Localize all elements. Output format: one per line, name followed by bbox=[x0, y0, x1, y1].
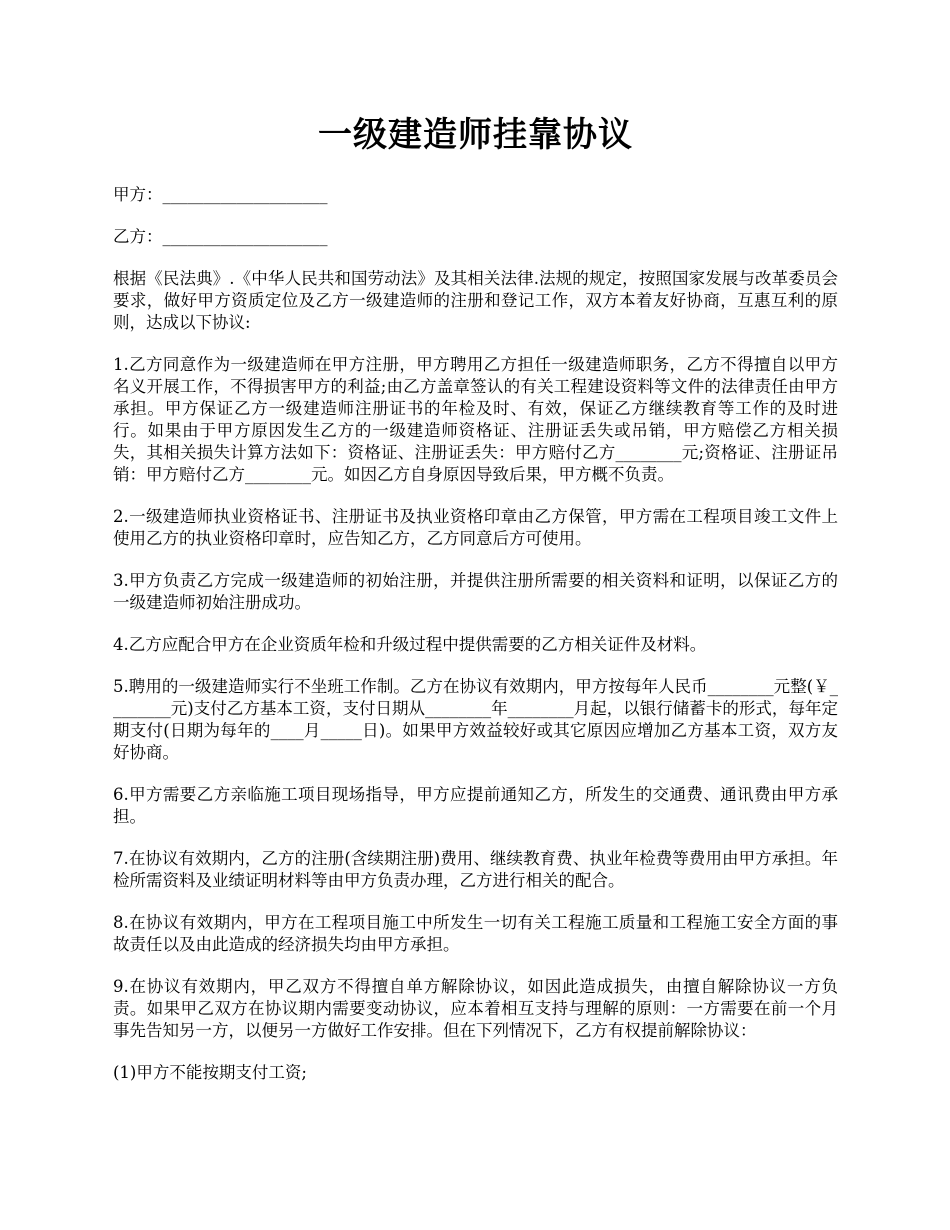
intro-paragraph: 根据《民法典》.《中华人民共和国劳动法》及其相关法律.法规的规定，按照国家发展与改革委员会要求，做好甲方资质定位及乙方一级建造师的注册和登记工作，双方本着友好协商，互惠互利的原则，达成以下协议: bbox=[113, 269, 838, 332]
clause-5: 5.聘用的一级建造师实行不坐班工作制。乙方在协议有效期内，甲方按每年人民币________元整(￥________元)支付乙方基本工资，支付日期从________年________月起，以银行储蓄卡的形式，每年定期支付(日期为每年的____月_____日)。如果甲方效益较好或其它原因应增加乙方基本工资，双方友好协商。 bbox=[113, 677, 838, 762]
clause-9-item-1: (1)甲方不能按期支付工资; bbox=[113, 1063, 307, 1082]
clause-6: 6.甲方需要乙方亲临施工项目现场指导，甲方应提前通知乙方，所发生的交通费、通讯费由甲方承担。 bbox=[113, 785, 838, 826]
clause-2: 2.一级建造师执业资格证书、注册证书及执业资格印章由乙方保管，甲方需在工程项目竣工文件上使用乙方的执业资格印章时，应告知乙方，乙方同意后方可使用。 bbox=[113, 507, 838, 548]
clause-7: 7.在协议有效期内，乙方的注册(含续期注册)费用、继续教育费、执业年检费等费用由甲方承担。年检所需资料及业绩证明材料等由甲方负责办理，乙方进行相关的配合。 bbox=[113, 849, 838, 890]
clause-8: 8.在协议有效期内，甲方在工程项目施工中所发生一切有关工程施工质量和工程施工安全方面的事故责任以及由此造成的经济损失均由甲方承担。 bbox=[113, 913, 838, 954]
clause-4: 4.乙方应配合甲方在企业资质年检和升级过程中提供需要的乙方相关证件及材料。 bbox=[113, 635, 707, 654]
clause-3: 3.甲方负责乙方完成一级建造师的初始注册，并提供注册所需要的相关资料和证明，以保证乙方的一级建造师初始注册成功。 bbox=[113, 571, 838, 612]
party-a-field: 甲方：____________________ bbox=[113, 185, 328, 204]
document-title: 一级建造师挂靠协议 bbox=[318, 115, 633, 155]
clause-1: 1.乙方同意作为一级建造师在甲方注册，甲方聘用乙方担任一级建造师职务，乙方不得擅自以甲方名义开展工作，不得损害甲方的利益;由乙方盖章签认的有关工程建设资料等文件的法律责任由甲方承担。甲方保证乙方一级建造师注册证书的年检及时、有效，保证乙方继续教育等工作的及时进行。如果由于甲方原因发生乙方的一级建造师资格证、注册证丢失或吊销，甲方赔偿乙方相关损失，其相关损失计算方法如下：资格证、注册证丢失：甲方赔付乙方________元;资格证、注册证吊销：甲方赔付乙方________元。如因乙方自身原因导致后果，甲方概不负责。 bbox=[113, 355, 838, 484]
clause-9: 9.在协议有效期内，甲乙双方不得擅自单方解除协议，如因此造成损失，由擅自解除协议一方负责。如果甲乙双方在协议期内需要变动协议，应本着相互支持与理解的原则：一方需要在前一个月事先告知另一方，以便另一方做好工作安排。但在下列情况下，乙方有权提前解除协议： bbox=[113, 977, 838, 1040]
party-b-field: 乙方：____________________ bbox=[113, 227, 328, 246]
